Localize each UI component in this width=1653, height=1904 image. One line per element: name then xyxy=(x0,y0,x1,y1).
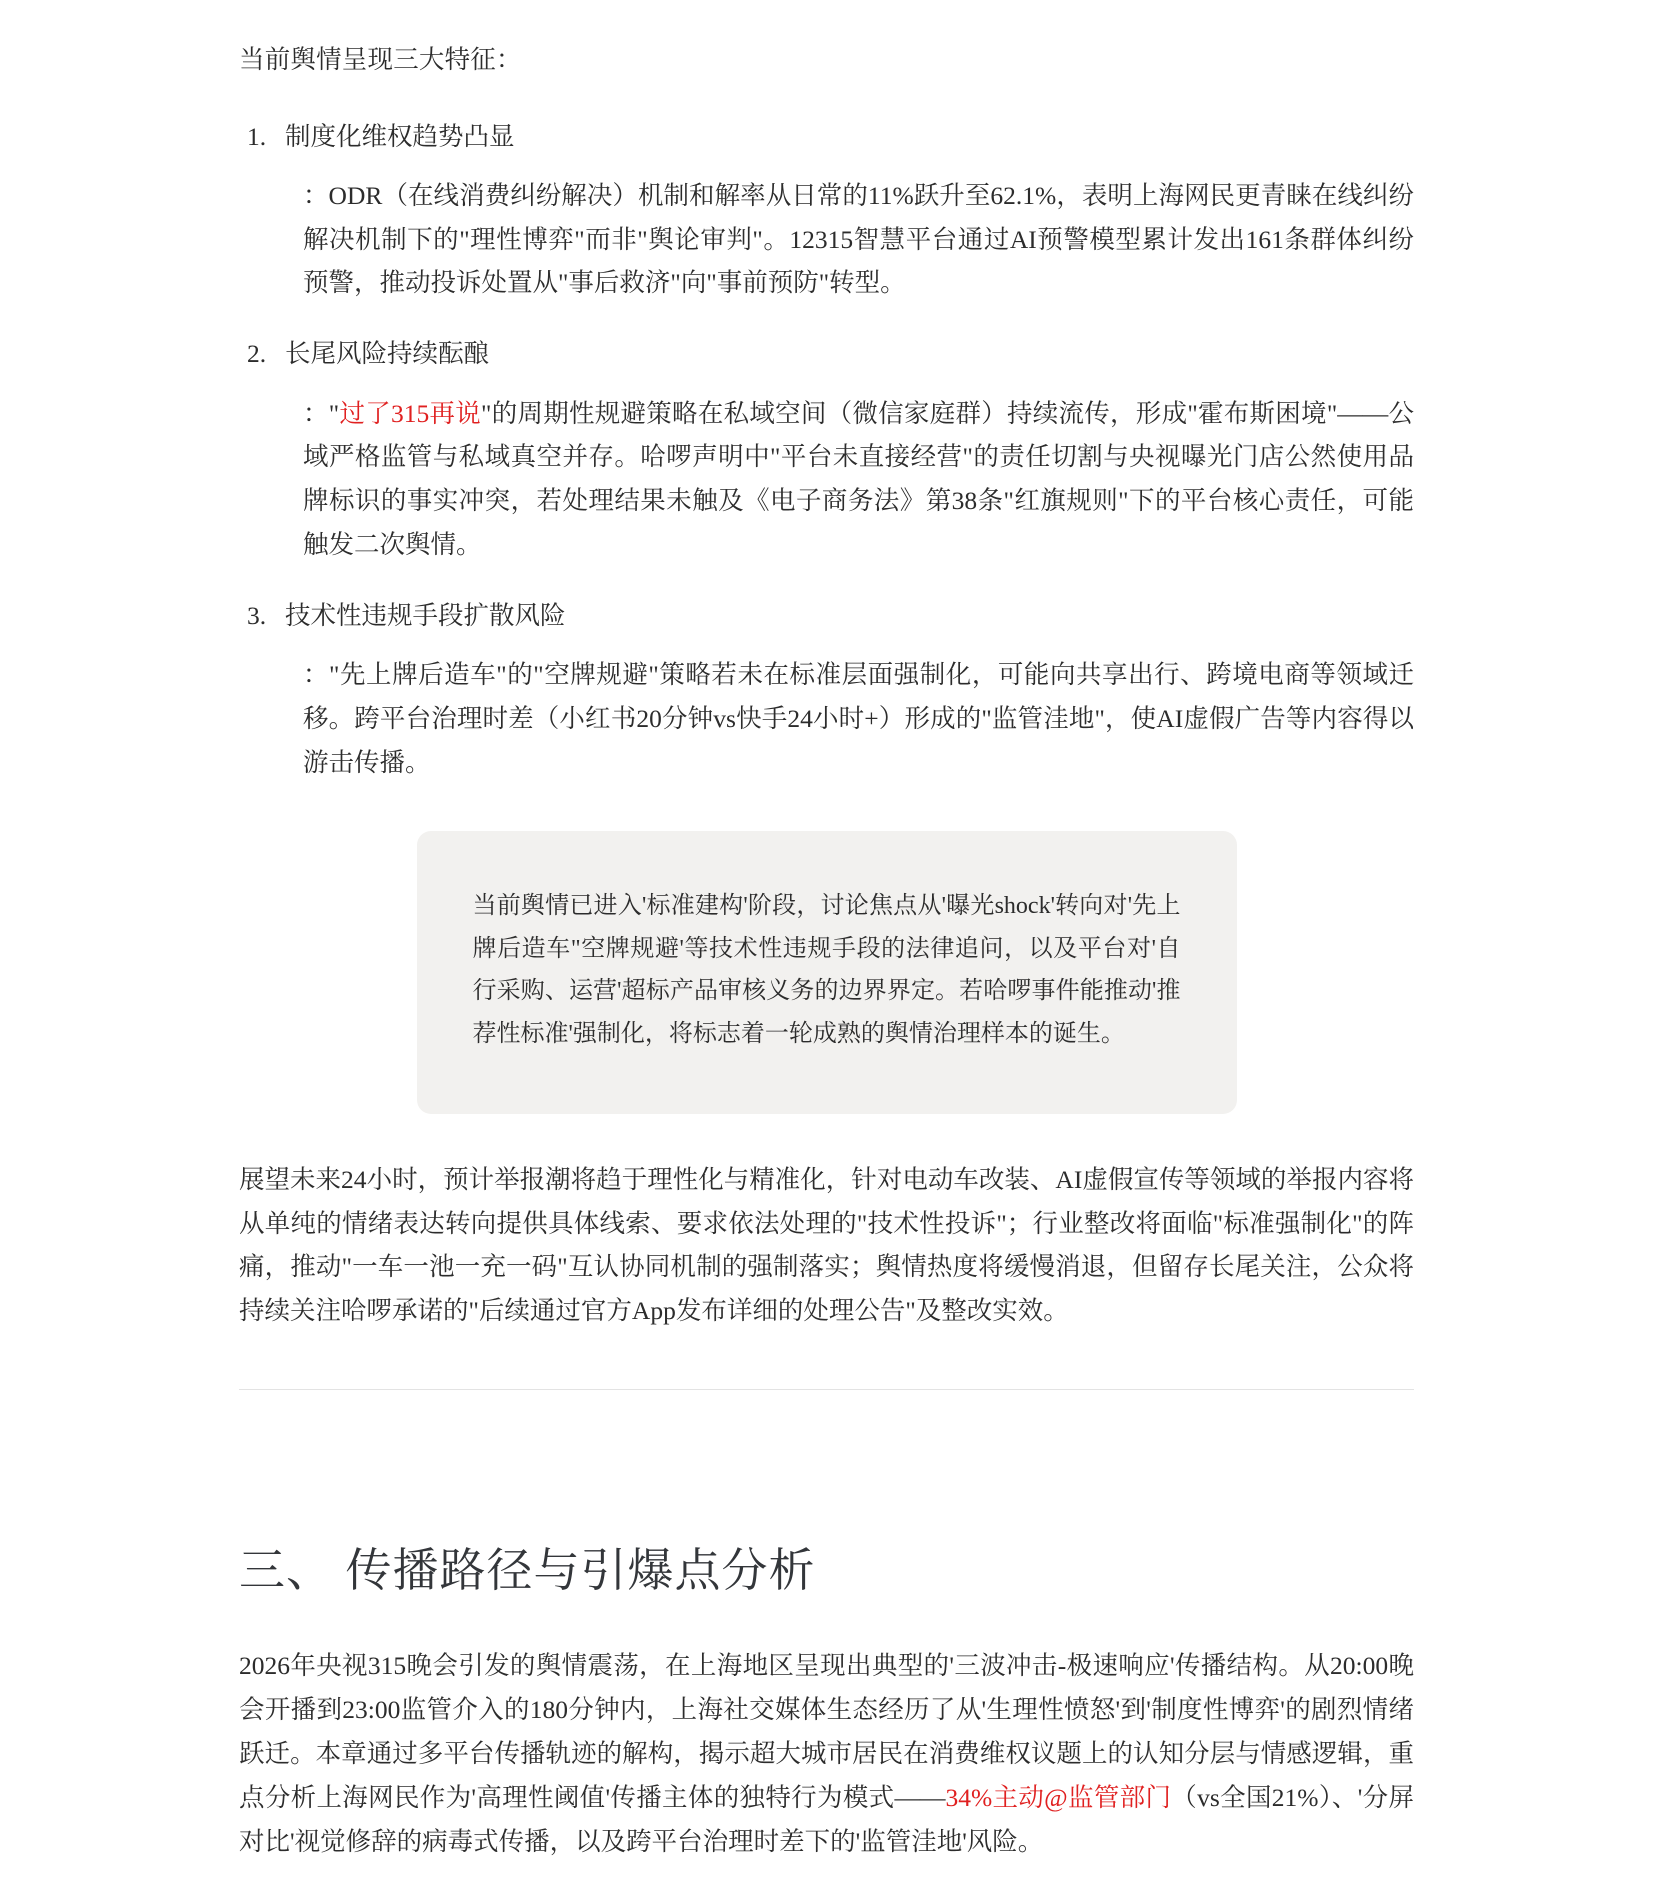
chapter-body-highlight: 34%主动@监管部门 xyxy=(945,1782,1172,1812)
feature-item-2-body-prefix: ：" xyxy=(303,398,340,428)
document-content xyxy=(239,40,1414,1864)
feature-item-2-highlight: 过了315再说 xyxy=(339,398,482,428)
outlook-paragraph: 展望未来24小时，预计举报潮将趋于理性化与精准化，针对电动车改装、AI虚假宣传等领域的举报内容将从单纯的情绪表达转向提供具体线索、要求依法处理的"技术性投诉"；行业整改将面临"标准强制化"的阵痛，推动"一车一池一充一码"互认协同机制的强制落实；舆情热度将缓慢消退，但留存长尾关注，公众将持续关注哈啰承诺的"后续通过官方App发布详细的处理公告"及整改实效。 xyxy=(239,1164,1414,1326)
callout-wrapper xyxy=(239,831,1414,1114)
feature-item-3-title: 技术性违规手段扩散风险 xyxy=(285,601,566,631)
feature-item-2-body xyxy=(303,392,1414,567)
feature-item-1 xyxy=(285,118,1414,306)
feature-item-2-title: 长尾风险持续酝酿 xyxy=(285,339,490,369)
feature-item-3 xyxy=(285,597,1414,785)
feature-list xyxy=(239,118,1414,785)
chapter-title: 三、 传播路径与引爆点分析 xyxy=(239,1545,816,1597)
feature-item-1-title: 制度化维权趋势凸显 xyxy=(285,121,515,151)
feature-item-2 xyxy=(285,335,1414,567)
feature-item-2-body-suffix: "的周期性规避策略在私域空间（微信家庭群）持续流传，形成"霍布斯困境"——公域严格监管与私域真空并存。哈啰声明中"平台未直接经营"的责任切割与央视曝光门店公然使用品牌标识的事实冲突，若处理结果未触及《电子商务法》第38条"红旗规则"下的平台核心责任，可能触发二次舆情。 xyxy=(303,398,1414,560)
feature-item-1-body: ：ODR（在线消费纠纷解决）机制和解率从日常的11%跃升至62.1%，表明上海网民更青睐在线纠纷解决机制下的"理性博弈"而非"舆论审判"。12315智慧平台通过AI预警模型累计发出161条群体纠纷预警，推动投诉处置从"事后救济"向"事前预防"转型。 xyxy=(303,180,1414,298)
chapter-body-part1: 2026年央视315晚会引发的舆情震荡，在上海地区呈现出典型的'三波冲击-极速响应'传播结构。从20:00晚会开播到23:00监管介入的180分钟内，上海社交媒体生态经历了从'生理性愤怒'到'制度性博弈'的剧烈情绪跃迁。本章通过多平台传播轨迹的解构，揭示超大城市居民在消费维权议题上的认知分层与情感逻辑，重点分析上海网民作为'高理性阈值'传播主体的独特行为模式—— xyxy=(239,1651,1414,1812)
summary-callout xyxy=(417,831,1237,1114)
chapter-body xyxy=(239,1644,1414,1863)
chapter-spacer xyxy=(239,1390,1414,1540)
chapter-body-part2: （vs全国21%）、'分屏对比'视觉修辞的病毒式传播，以及跨平台治理时差下的'监管洼地'风险。 xyxy=(239,1782,1414,1856)
summary-callout-text: 当前舆情已进入'标准建构'阶段，讨论焦点从'曝光shock'转向对'先上牌后造车"空牌规避'等技术性违规手段的法律追问，以及平台对'自行采购、运营'超标产品审核义务的边界界定。若哈啰事件能推动'推荐性标准'强制化，将标志着一轮成熟的舆情治理样本的诞生。 xyxy=(472,892,1181,1048)
intro-line: 当前舆情呈现三大特征： xyxy=(239,45,522,74)
feature-item-3-body: ："先上牌后造车"的"空牌规避"策略若未在标准层面强制化，可能向共享出行、跨境电商等领域迁移。跨平台治理时差（小红书20分钟vs快手24小时+）形成的"监管洼地"，使AI虚假广告等内容得以游击传播。 xyxy=(303,660,1414,777)
